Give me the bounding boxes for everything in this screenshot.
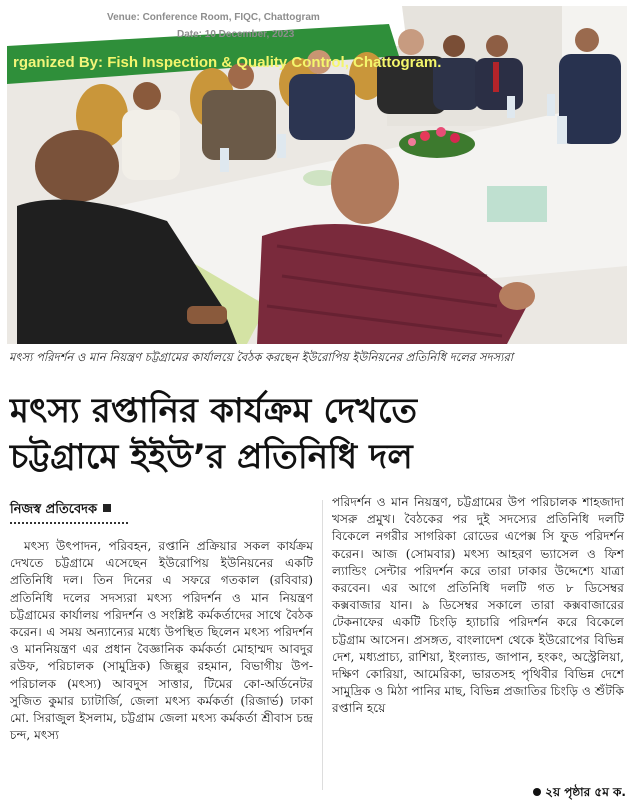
column-divider	[322, 500, 323, 790]
continuation-note	[533, 784, 626, 804]
headline	[10, 388, 626, 480]
banner-date: Date: 10 December, 2023	[177, 29, 295, 40]
news-photo	[7, 6, 627, 344]
byline-divider	[10, 520, 128, 524]
photo-caption: মৎস্য পরিদর্শন ও মান নিয়ন্ত্রণ চট্টগ্রামের কার্যালয়ে বৈঠক করছেন ইউরোপিয় ইউনিয়নের প্রতিনিধি দলের সদস্যরা	[9, 350, 514, 364]
banner-organizer	[13, 54, 441, 71]
continuation-text: ২য় পৃষ্ঠার ৫ম ক.	[545, 785, 626, 799]
square-bullet-icon	[103, 504, 111, 512]
article-column-right: পরিদর্শন ও মান নিয়ন্ত্রণ, চট্টগ্রামের উপ পরিচালক শাহজাদা খসরু প্রমুখ। বৈঠকের পর দুই সদস্যের প্রতিনিধি দলটি বিকেলে নগরীর সাগরিকা রোডের এপেক্স সি ফুড পরিদর্শন করেন। আজ (সোমবার) মৎস্য আহরণ ভ্যাসেল ও ফিশ ল্যান্ডিং সেন্টার পরিদর্শন করে তারা ঢাকার উদ্দেশ্যে যাত্রা করবেন। এর আগে প্রতিনিধি দলটি গত ৮ ডিসেম্বর কক্সবাজার যান। ৯ ডিসেম্বর সকালে তারা কক্সবাজারের টেকনাফের একটি চিংড়ি হ্যাচারি পরিদর্শন করে বিকেলে চট্টগ্রাম আসেন। প্রসঙ্গত, বাংলাদেশ থেকে ইউরোপের বিভিন্ন দেশ, মধ্যপ্রাচ্য, রাশিয়া, ইংল্যান্ড, জাপান, হংকং, অস্ট্রেলিয়া, দক্ষিণ কোরিয়া, আমেরিকা, ভারতসহ পৃথিবীর বিভিন্ন দেশে সামুদ্রিক ও মিঠা পানির মাছ, বিভিন্ন প্রজাতির চিংড়ি ও শুঁটকি রপ্তানি হয়ে	[332, 495, 624, 716]
banner-venue: Venue: Conference Room, FIQC, Chattogram	[107, 12, 320, 23]
headline-line-2: চট্টগ্রামে ইইউ’র প্রতিনিধি দল	[10, 437, 413, 477]
article-column-left: মৎস্য উৎপাদন, পরিবহন, রপ্তানি প্রক্রিয়ার সকল কার্যক্রম দেখতে চট্টগ্রামে এসেছেন ইউরোপিয় ইউনিয়নের একটি প্রতিনিধি দল। তিন দিনের এ সফরে গতকাল (রবিবার) প্রতিনিধি দলের সদস্যরা মৎস্য পরিদর্শন ও মান নিয়ন্ত্রণ চট্টগ্রামের কার্যালয় পরিদর্শন ও সংশ্লিষ্ট কর্মকর্তাদের সাথে বৈঠক করেন। এ সময় অন্যান্যের মধ্যে উপস্থিত ছিলেন মৎস্য পরিদর্শন ও মাননিয়ন্ত্রণ এর প্রধান বৈজ্ঞানিক কর্মকর্তা মোহাম্মদ আবদুর রউফ, পরিচালক (সামুদ্রিক) জিল্লুর রহমান, বিভাগীয় উপ-পরিচালক (মৎস্য) আবদুস সাত্তার, টিমের কো-অর্ডিনেটর সুজিত কুমার চ্যাটার্জি, জেলা মৎস্য কর্মকর্তা (রিজার্ভ) ঢাকা মো. সিরাজুল ইসলাম, চট্টগ্রাম জেলা মৎস্য কর্মকর্তা শ্রীবাস চন্দ্র চন্দ, মৎস্য	[10, 539, 313, 743]
byline-text: নিজস্ব প্রতিবেদক	[10, 502, 98, 517]
banner-org-prefix: rganized By:	[13, 54, 108, 71]
headline-line-1: মৎস্য রপ্তানির কার্যক্রম দেখতে	[10, 391, 418, 431]
bullet-icon	[533, 788, 541, 796]
byline	[10, 500, 111, 521]
banner-org-name: Fish Inspection & Quality Control, Chattogram.	[107, 54, 442, 71]
